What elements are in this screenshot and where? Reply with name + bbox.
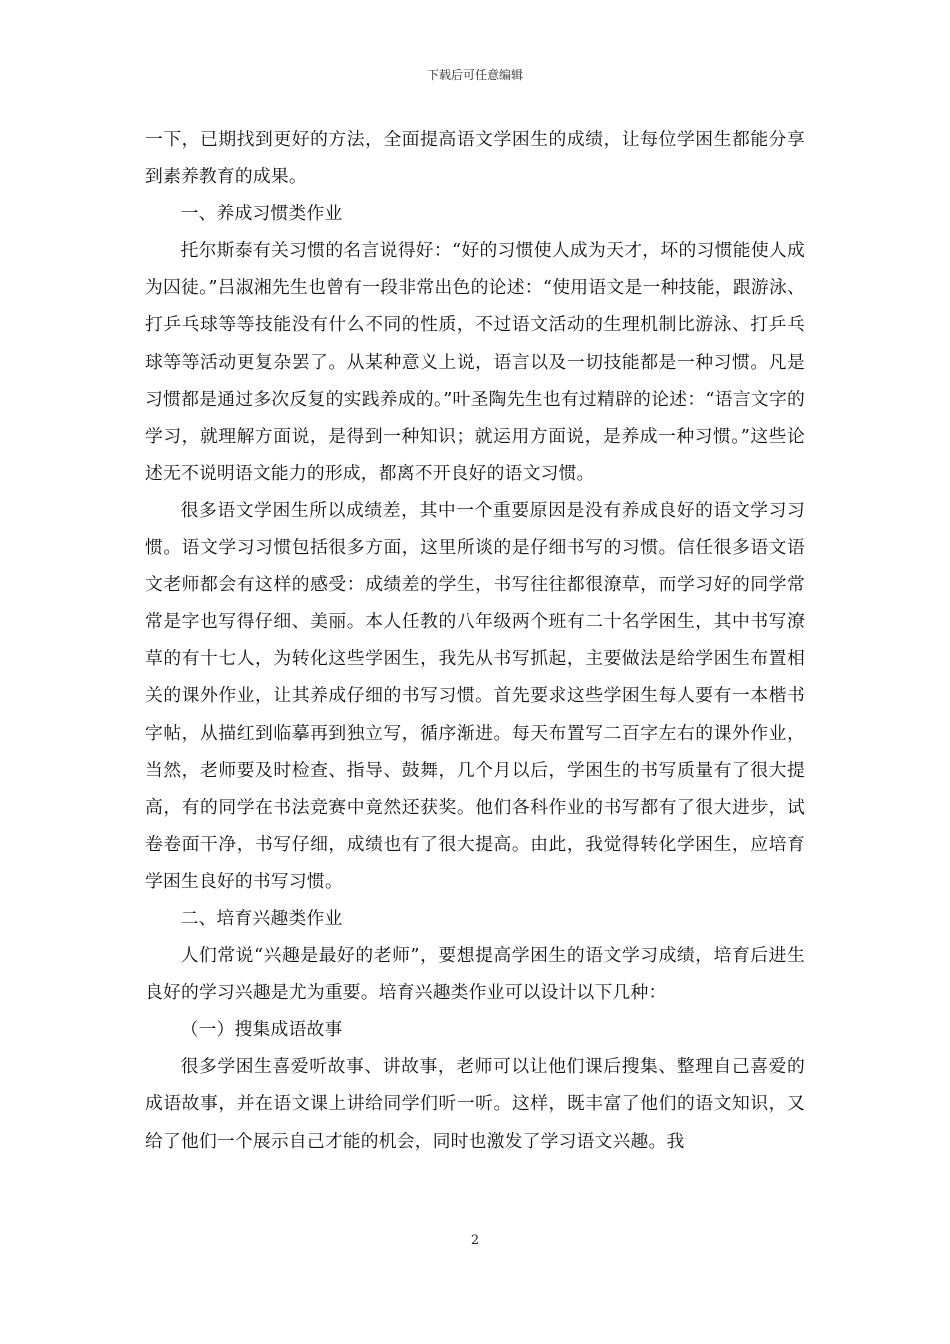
subsection-heading: （一）搜集成语故事 (180, 1019, 343, 1041)
section-heading: 二、培育兴趣类作业 (180, 907, 343, 929)
page-header: 下载后可任意编辑 (426, 68, 523, 82)
paragraph: 很多语文学困生所以成绩差，其中一个重要原因是没有养成良好的语文学习习惯。语文学习习惯包括很多方面，这里所谈的是仔细书写的习惯。信任很多语文语文老师都会有这样的感受：成绩差的学生，书写往往都很潦草，而学习好的同学常常是字也写得仔细、美丽。本人任教的八年级两个班有二十名学困生，其中书写潦草的有十七人，为转化这些学困生，我先从书写抓起，主要做法是给学困生布置相关的课外作业，让其养成仔细的书写习惯。首先要求这些学困生每人要有一本楷书字帖，从描红到临摹再到独立写，循序渐进。每天布置写二百字左右的课外作业，当然，老师要及时检查、指导、鼓舞，几个月以后，学困生的书写质量有了很大提高，有的同学在书法竞赛中竟然还获奖。他们各科作业的书写都有了很大进步，试卷卷面干净，书写仔细，成绩也有了很大提高。由此，我觉得转化学困生，应培育学困生良好的书写习惯。 (145, 499, 805, 892)
paragraph: 很多学困生喜爱听故事、讲故事，老师可以让他们课后搜集、整理自己喜爱的成语故事，并在语文课上讲给同学们听一听。这样，既丰富了他们的语文知识，又给了他们一个展示自己才能的机会，同时也激发了学习语文兴趣。我 (145, 1056, 805, 1152)
paragraph: 人们常说“兴趣是最好的老师”，要想提高学困生的语文学习成绩，培育后进生良好的学习兴趣是尤为重要。培育兴趣类作业可以设计以下几种： (145, 945, 805, 1004)
paragraph: 托尔斯泰有关习惯的名言说得好：“好的习惯使人成为天才，坏的习惯能使人成为囚徒。”吕淑湘先生也曾有一段非常出色的论述：“使用语文是一种技能，跟游泳、打乒乓球等等技能没有什么不同的性质，不过语文活动的生理机制比游泳、打乒乓球等等活动更复杂罢了。从某种意义上说，语言以及一切技能都是一种习惯。凡是习惯都是通过多次反复的实践养成的。”叶圣陶先生也有过精辟的论述：“语言文字的学习，就理解方面说，是得到一种知识；就运用方面说，是养成一种习惯。”这些论述无不说明语文能力的形成，都离不开良好的语文习惯。 (145, 240, 805, 484)
page-number: 2 (470, 1233, 480, 1248)
paragraph: 一下，已期找到更好的方法，全面提高语文学困生的成绩，让每位学困生都能分享到素养教育的成果。 (145, 129, 805, 188)
section-heading: 一、养成习惯类作业 (180, 203, 343, 225)
document-body (145, 121, 805, 1160)
